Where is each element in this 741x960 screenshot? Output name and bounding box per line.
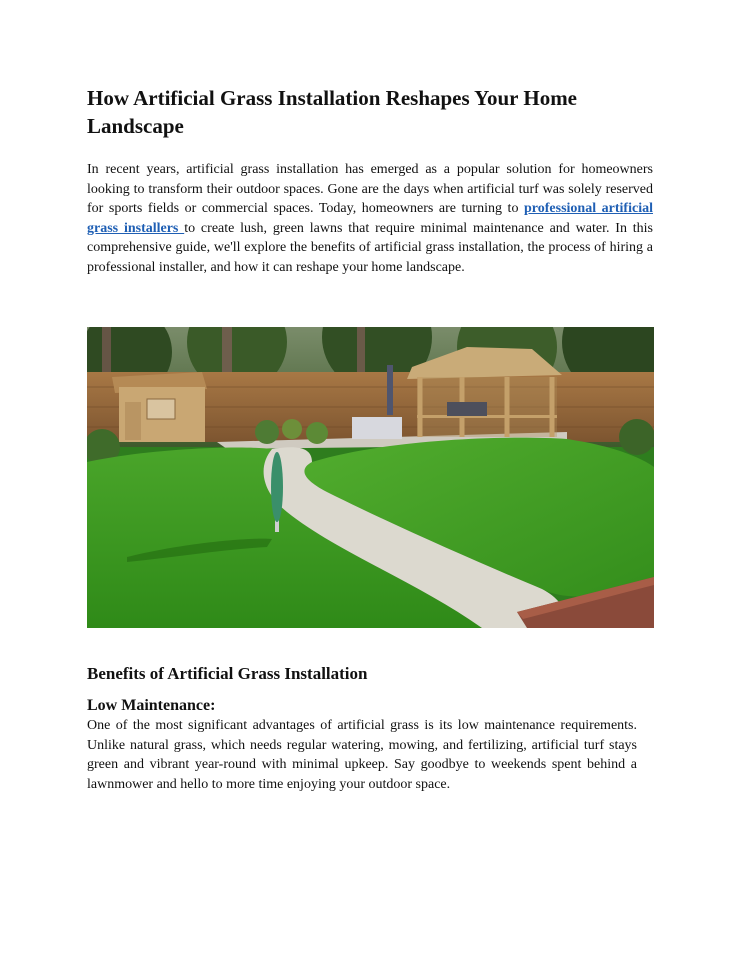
intro-text-start: In recent years, artificial grass installation has emerged as a popular solution for homeowners looking to transform their outdoor spaces. Gone are the days when artificial turf was solely reserved for sports fields or commercial spaces. Today, homeowners are turning to (87, 162, 653, 217)
benefits-heading: Benefits of Artificial Grass Installation (87, 664, 368, 683)
article-title: How Artificial Grass Installation Reshapes Your Home Landscape (87, 86, 578, 138)
low-maintenance-paragraph: One of the most significant advantages of artificial grass is its low maintenance requirements. Unlike natural grass, which needs regular watering, mowing, and fertilizing, artificial turf stays green and vibrant year-round with minimal upkeep. Say goodbye to weekends spent behind a lawnmower and hello to more time enjoying your outdoor space. (87, 718, 637, 792)
intro-paragraph (87, 160, 653, 278)
low-maintenance-heading: Low Maintenance: (87, 697, 216, 714)
intro-text-end: to create lush, green lawns that require minimal maintenance and water. In this comprehensive guide, we'll explore the benefits of artificial grass installation, the process of hiring a professional installer, and how it can reshape your home landscape. (87, 220, 653, 275)
installers-link[interactable]: professional artificial grass installers (87, 201, 653, 236)
garden-photo (87, 327, 654, 628)
